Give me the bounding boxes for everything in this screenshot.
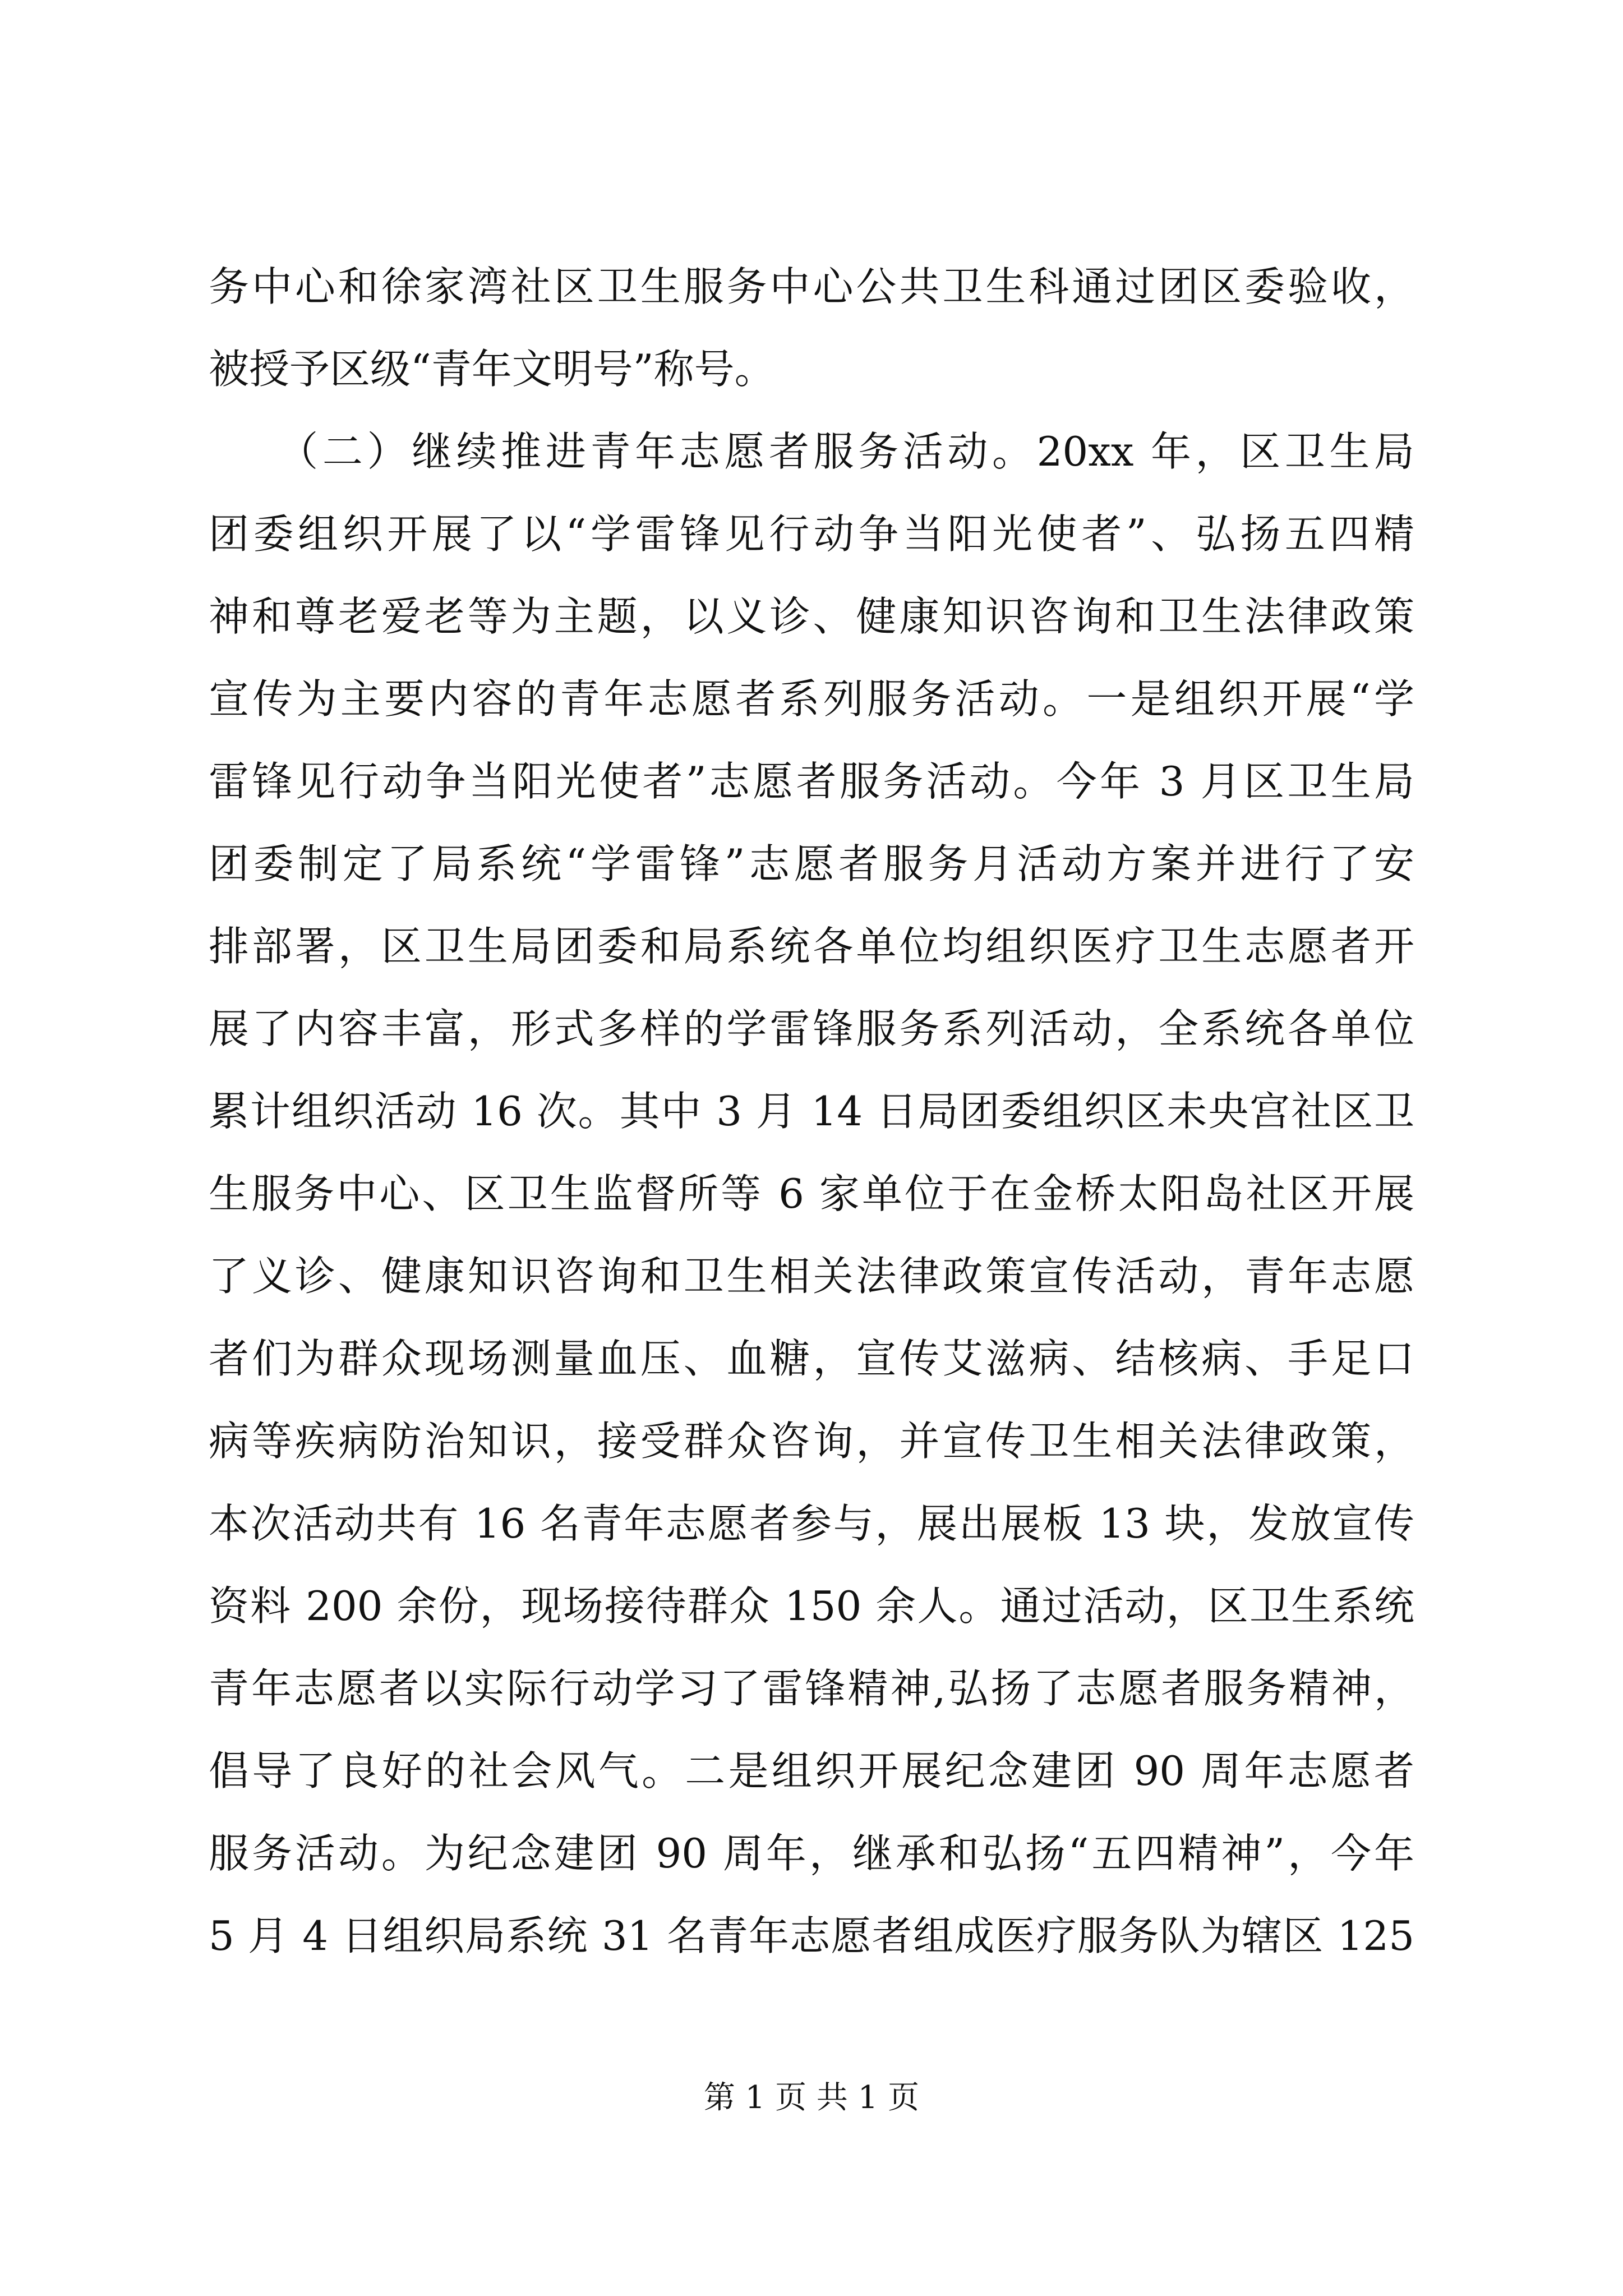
text-line-4: 团委组织开展了以“学雷锋见行动争当阳光使者”、弘扬五四精: [209, 510, 1414, 558]
text-line-2: 被授予区级“青年文明号”称号。: [209, 346, 775, 393]
text-line-9: 排部署，区卫生局团委和局系统各单位均组织医疗卫生志愿者开: [209, 923, 1414, 970]
text-line-10: 展了内容丰富，形式多样的学雷锋服务系列活动，全系统各单位: [209, 1005, 1414, 1052]
text-line-3: （二）继续推进青年志愿者服务活动。20xx 年，区卫生局: [209, 428, 1414, 475]
text-line-5: 神和尊老爱老等为主题，以义诊、健康知识咨询和卫生法律政策: [209, 593, 1414, 640]
text-line-13: 了义诊、健康知识咨询和卫生相关法律政策宣传活动，青年志愿: [209, 1253, 1414, 1300]
document-body: [209, 246, 1414, 1977]
text-line-12: 生服务中心、区卫生监督所等 6 家单位于在金桥太阳岛社区开展: [209, 1170, 1414, 1217]
text-line-7: 雷锋见行动争当阳光使者”志愿者服务活动。今年 3 月区卫生局: [209, 758, 1414, 805]
text-line-8: 团委制定了局系统“学雷锋”志愿者服务月活动方案并进行了安: [209, 840, 1414, 887]
text-line-15: 病等疾病防治知识，接受群众咨询，并宣传卫生相关法律政策，: [209, 1418, 1414, 1465]
text-line-18: 青年志愿者以实际行动学习了雷锋精神,弘扬了志愿者服务精神，: [209, 1665, 1414, 1712]
text-line-17: 资料 200 余份，现场接待群众 150 余人。通过活动，区卫生系统: [209, 1582, 1414, 1630]
page-footer: 第 1 页 共 1 页: [703, 2079, 920, 2116]
text-line-6: 宣传为主要内容的青年志愿者系列服务活动。一是组织开展“学: [209, 675, 1414, 723]
text-line-14: 者们为群众现场测量血压、血糖，宣传艾滋病、结核病、手足口: [209, 1335, 1414, 1382]
text-line-1: 务中心和徐家湾社区卫生服务中心公共卫生科通过团区委验收，: [209, 263, 1414, 310]
text-line-21: 5 月 4 日组织局系统 31 名青年志愿者组成医疗服务队为辖区 125: [209, 1912, 1414, 1959]
text-line-19: 倡导了良好的社会风气。二是组织开展纪念建团 90 周年志愿者: [209, 1747, 1414, 1795]
text-line-20: 服务活动。为纪念建团 90 周年，继承和弘扬“五四精神”，今年: [209, 1830, 1414, 1877]
text-line-11: 累计组织活动 16 次。其中 3 月 14 日局团委组织区未央宫社区卫: [209, 1088, 1414, 1135]
text-line-16: 本次活动共有 16 名青年志愿者参与，展出展板 13 块，发放宣传: [209, 1500, 1414, 1547]
